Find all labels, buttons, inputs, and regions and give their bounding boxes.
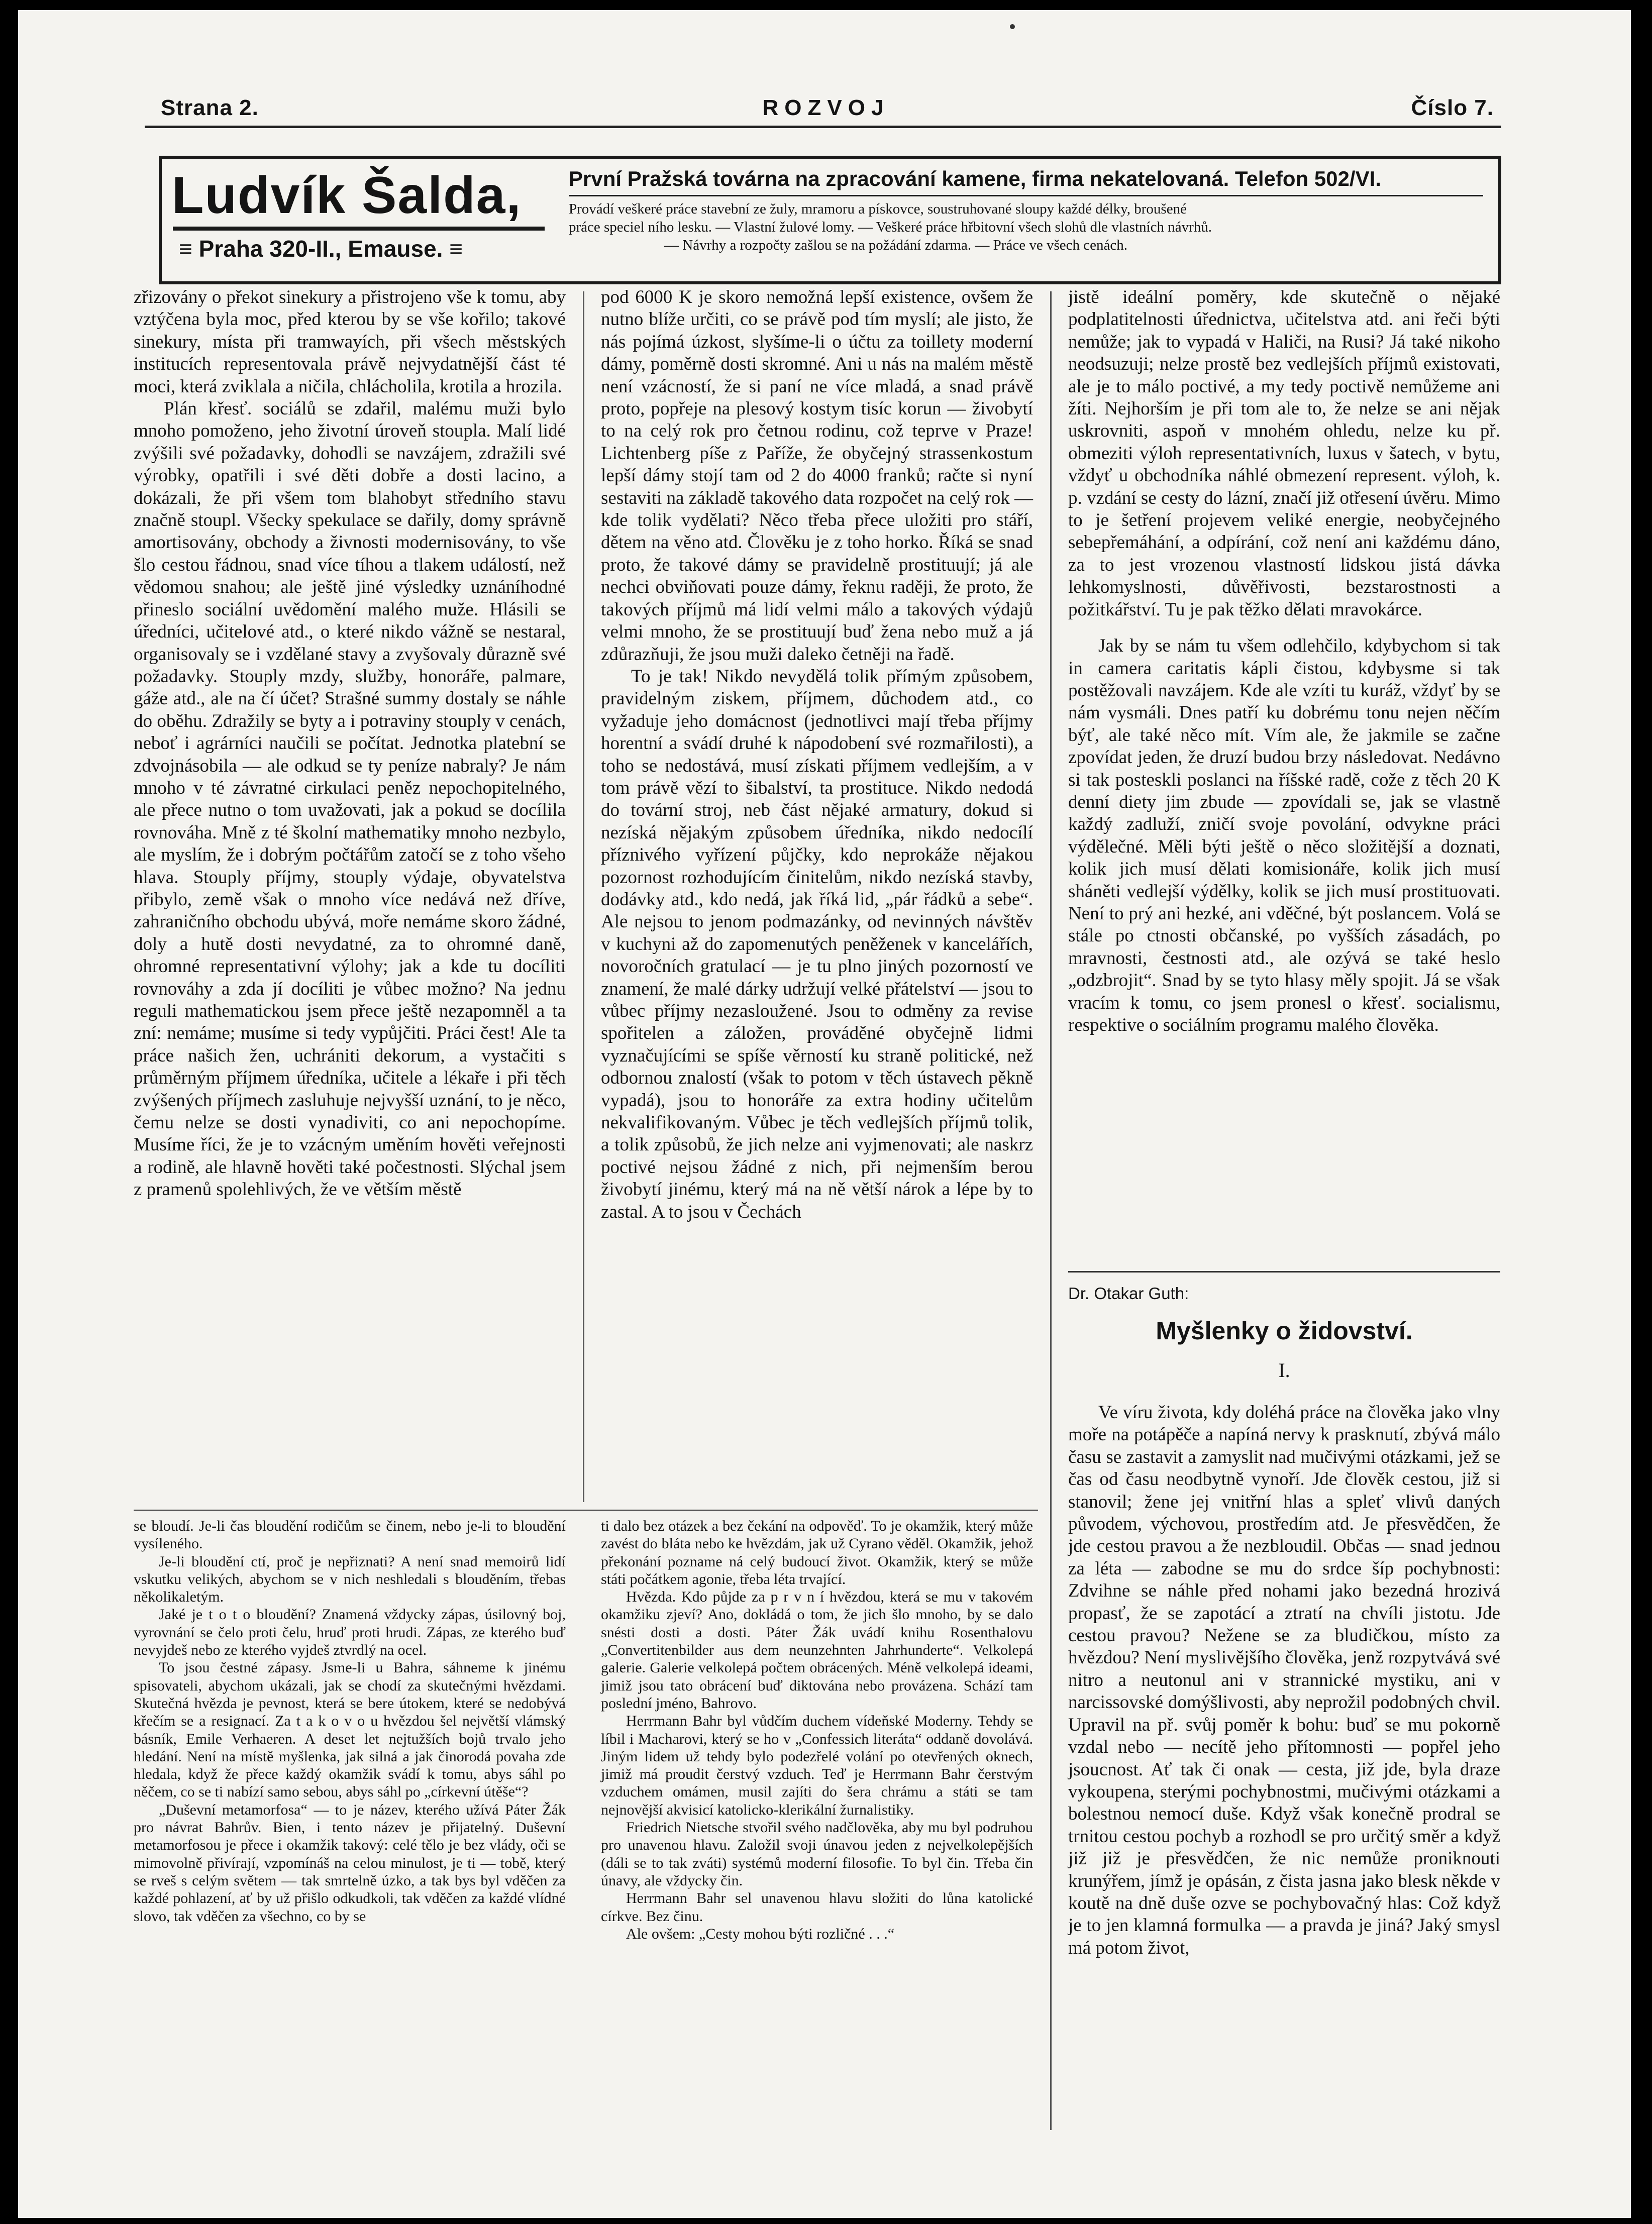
ad-line-2: práce speciel ního lesku. — Vlastní žulové lomy. — Veškeré práce hřbitovní všech slohů dle vlastních návrhů. — [569, 219, 1212, 235]
page-number: Strana 2. — [161, 95, 259, 120]
paragraph: Ale ovšem: „Cesty mohou býti rozličné . . .“ — [626, 1925, 895, 1942]
paragraph: Friedrich Nietsche stvořil svého nadčlověka, aby mu byl podruhou pro unavenou hlavu. Založil svoji únavou jeden z nejvelkolepějších (dáli se to tak zváti) systémů moderní filosofie. To byl čin. Třeba čin únavy, ale vždycky čin. — [601, 1819, 1033, 1889]
paragraph: Herrmann Bahr sel unavenou hlavu složiti do lůna katolické církve. Bez činu. — [601, 1890, 1033, 1925]
article-part: I. — [1278, 1359, 1290, 1382]
paragraph: To je tak! Nikdo nevydělá tolik přímým způsobem, pravidelným ziskem, příjmem, důchodem atd., co vyžaduje jeho domácnost (jednotlivci mají třeba příjmy horentní a svádí druhé k nápodobení své rozmařilosti), a toho se nedostává, musí získati příjmem vedlejším, a v tom právě vězí to šibalství, ta prostituce. Nikdo nedodá do tovární stroj, neb část nějaké armatury, dokud si nezíská nějakým způsobem úředníka, nikdo nedocílí příznivého vyřízení půjčky, kdo neprokáže nějakou pozornost rozhodujícím činitelům, nikdo nezíská stavby, dodávky atd., kdo nedá, jak říká lid, „pár řádků a sebe“. Ale nejsou to jenom podmazánky, od nevinných návštěv v kuchyni až do zapomenutých peněženek v kancelářích, novoročních gratulací — je tu plno jiných pozorností ve znamení, že malé dárky udržují velké přátelství — jsou to vůbec příjmy nezasloužené. Jsou to odměny za revise spořitelen a záložen, prováděné obyčejně lidmi vyznačujícími se spíše věrností ku straně politické, než odbornou znalostí (však to potom v těch ústavech pěkně vypadá), jsou to honoráře za extra hodiny učitelům nekvalifikovaným. Vůbec je těch vedlejších příjmů tolik, a tolik způsobů, že jich nelze ani vyjmenovati; ale naskrz poctivé nejsou žádné z nich, při nejmenším berou živobytí jinému, který má na ně větší nárok a lépe by to zastal. A to jsou v Čechách — [601, 666, 1033, 1222]
paragraph: Jak by se nám tu všem odlehčilo, kdybychom si tak in camera caritatis kápli čistou, kdybysme si tak postěžovali navzájem. Kde ale vzíti tu kuráž, vždyť by se nám vysmáli. Dnes patří ku dobrému tonu nejen něčím býť, ale také něco mít. Vím ale, že jakmile se začne zpovídat jeden, že druzí budou brzy následovat. Nedávno si tak posteskli poslanci na říšské radě, cože z těch 20 K denní diety jim zbude — zpovídali se, jak se vlastně každý zadluží, zničí svoje povolání, odvykne práci výdělečné. Měli býti ještě o něco složitější a doznati, kolik jich musí dělati komisionáře, kolik jich musí sháněti vedlejší výdělky, kolik se jich musí prostituovati. Není to prý ani hezké, ani vděčné, být poslancem. Volá se stále po ctnosti občanské, po vyšších zásadách, po mravnosti, čestnosti atd., ale ozývá se také heslo „odzbrojit“. Snad by se tyto hlasy měly spojit. Já se však vracím k tomu, co jsem pronesl o křesť. socialismu, respektive o sociálním programu malého člověka. — [1068, 636, 1500, 1035]
small-column-1 — [134, 1517, 566, 1925]
advertisement — [159, 156, 1501, 284]
ad-line-3: — Návrhy a rozpočty zašlou se na požádání zdarma. — Práce ve všech cenách. — [664, 237, 1127, 253]
column-3 — [1068, 286, 1500, 1036]
paragraph: Je-li bloudění ctí, proč je nepřiznati? A není snad memoirů lidí vskutku velikých, abychom se v nich neshledali s blouděním, třebas několikaletým. — [134, 1553, 566, 1606]
ad-address: ≡ Praha 320-II., Emause. ≡ — [179, 236, 463, 262]
column-3-article — [1068, 1402, 1500, 1959]
article-author: Dr. Otakar Guth: — [1068, 1284, 1189, 1303]
paragraph: Ve víru života, kdy doléhá práce na člověka jako vlny moře na potápěče a napíná nervy k prasknutí, zbývá málo času se zastavit a zamyslit nad mučivými otázkami, jež se čas od času neodbytně vynoří. Jde člověk cestou, již si stanovil; žene jej vnitřní hlas a spleť vlivů daných původem, výchovou, prostředím atd. Je přesvědčen, že jde cestou pravou a že nezbloudil. Občas — snad jednou za léta — zabodne se mu do srdce šíp pochybnosti: Zdvihne se náhle před nohami jako bezedná hrozivá propasť, že se zapotácí a ztratí na chvíli jistotu. Jde cestou pravou? Nežene se za bludičkou, místo za hvězdou? Není myslivějšího člověka, jenž rozpytvává své nitro a neutonul ani v strannické mystiku, ani v narcissovské domýšlivosti, aby neprožil podobných chvil. Upravil na př. svůj poměr k bohu: buď se mu pokorně vzdal nebo — necítě jeho přítomnosti — popřel jeho jsoucnost. Ať tak či onak — cesta, již jde, byla draze vykoupena, sterými pochybnostmi, mučivými otázkami a bolestnou nemocí duše. Když však konečně prodral se trnitou cestou pochyb a rozhodl se pro určitý směr a když již již je přesvědčen, že nic nemůže proniknouti krunýřem, jímž je opásán, z čista jasna jako blesk někde v koutě na dně duše ozve se pochybovačný hlas: Což když je to jen klamná formulka — a pravda je jiná? Jaký smysl má potom život, — [1068, 1402, 1500, 1958]
column-1 — [134, 286, 566, 1201]
paragraph: Plán křesť. sociálů se zdařil, malému muži bylo mnoho pomoženo, jeho životní úroveň stoupla. Malí lidé zvýšili své požadavky, dohodli se navzájem, zdražili své výrobky, opatřili i své děti dobře a dosti lacino, a dokázali, že při všem tom blahobyt středního stavu značně stoupl. Všecky spekulace se dařily, domy správně amortisovány, obchody a živnosti modernisovány, to vše šlo cestou řádnou, snad více tíhou a tlakem událostí, než vědomou snahou; ale ještě jiné výsledky uznáníhodné přineslo sociální uvědomění malého muže. Hlásili se úředníci, učitelové atd., o které nikdo vážně se nestaral, organisovaly se i vzdělané stavy a zvyšovaly důrazně své požadavky. Stouply mzdy, služby, honoráře, palmare, gáže atd., ale na čí účet? Strašné summy dostaly se náhle do oběhu. Zdražily se byty a i potraviny stouply v cenách, neboť i agrárníci naučili se počítat. Jednotka platební se zdvojnásobila — ale odkud se ty peníze nabraly? Je nám mnoho v té závratné cirkulaci peněz nepochopitelného, ale přece nutno o tom uvažovati, jak a pokud se docílila rovnováha. Mně z té školní mathematiky mnoho nezbylo, ale myslím, že i dobrým počtářům zatočí se z toho všeho hlava. Stouply příjmy, stouply výdaje, obyvatelstva přibylo, země však o mnoho více nedává než dříve, zahraničního obchodu ubývá, moře nemáme skoro žádné, doly a hutě dosti nevydatné, za to ohromné daně, ohromné representativní výlohy; jak a kde tu docíliti rovnováhy a zda jí docíliti je vůbec možno? Na jednu reguli mathematickou jsem přece ještě nezapomněl a ta zní: nemáme; musíme si tedy vypůjčiti. Práci čest! Ale ta práce našich žen, uchrániti dekorum, a vystačiti s průměrným příjmem úředníka, učitele a lékaře i při těch zvýšených příjmech zasluhuje nejvyšší uznání, to je něco, čemu nelze se dosti vynadiviti, co ani nepochopíme. Musíme říci, že je to vzácným uměním hověti veřejnosti a rodině, ale hlavně hověti také počestnosti. Slýchal jsem z pramenů spolehlivých, že ve větším městě — [134, 398, 566, 1200]
paragraph: Jaké je t o t o bloudění? Znamená vždycky zápas, úsilovný boj, vyrovnání se čelo proti čelu, hruď proti hrudi. Zápas, ze kterého buď nevyjdeš nebo ze kterého vyjdeš ztvrdlý na ocel. — [134, 1606, 566, 1659]
small-column-2 — [601, 1517, 1033, 1943]
paragraph: Hvězda. Kdo půjde za p r v n í hvězdou, která se mu v takovém okamžiku zjeví? Ano, dokládá o tom, že jich šlo mnoho, by se dalo snésti dosti a dosti. Páter Žák uvádí knihu Rosenthalovu „Convertitenbilder aus dem neunzehnten Jahrhunderte“. Velkolepá galerie. Galerie velkolepá počtem obrácených. Méně velkolepá ideami, jimiž jsou tato obrácení buď diktována nebo provázena. Schází tam poslední jméno, Bahrovo. — [601, 1588, 1033, 1712]
speck — [1010, 24, 1015, 29]
ad-line-1: Provádí veškeré práce stavební ze žuly, mramoru a pískovce, soustruhované sloupy každé délky, broušené — [569, 201, 1187, 217]
masthead: ROZVOJ — [762, 95, 890, 120]
paragraph: zřizovány o překot sinekury a přistrojeno vše k tomu, aby vztýčena byla moc, před kterou by se vše kořilo; takové sinekury, místa při tramwayích, při všech městských institucích representovala právě nejvydatnější část té moci, která zviklala a ničila, chlácholila, krotila a hrozila. — [134, 287, 566, 397]
paragraph: se bloudí. Je-li čas bloudění rodičům se činem, nebo je-li to bloudění vysíleného. — [134, 1518, 566, 1552]
column-2 — [601, 286, 1033, 1223]
ad-headline: První Pražská továrna na zpracování kamene, firma nekatelovaná. Telefon 502/VI. — [569, 167, 1381, 190]
ad-name-underline — [173, 227, 545, 231]
paragraph: „Duševní metamorfosa“ — to je název, kterého užívá Páter Žák pro návrat Bahrův. Bien, i tento název je přijatelný. Duševní metamorfosou je přece i okamžik takový: celé tělo je bez vlády, oči se mimovolně přivírají, vzpomínáš na celou minulost, je ti — tobě, který se rveš s celým světem — tak smrtelně úzko, a tak bys byl vděčen za každé pohlazení, ať by už přišlo odkudkoli, tak vděčen za každé vlídné slovo, tak vděčen za všechno, co by se — [134, 1801, 566, 1925]
paragraph: jistě ideální poměry, kde skutečně o nějaké podplatitelnosti úřednictva, učitelstva atd. ani řeči býti nemůže; jak to vypadá v Haliči, na Rusi? Já také nikoho neodsuzuji; nelze prostě bez vedlejších příjmů existovati, ale je to málo poctivé, a my tedy poctivě nemůžeme ani žíti. Nejhorším je při tom ale to, že nelze se ani nějak uskrovniti, aspoň v mnohém ohledu, nelze ku př. obmeziti výloh representativních, luxus v šatech, v bytu, vždyť u obchodníka náhlé obmezení represent. výloh, k. p. vzdání se cesty do lázní, značí již otřesení úvěru. Mimo to je šetření projevem veliké energie, neobyčejného sebepřemáhání, a odpírání, což není ani každému dáno, za to jest vrozenou vlastností lidskou jistá dávka lehkomyslnosti, důvěřivosti, bezstarostnosti a požitkářství. Tu je pak těžko dělati mravokárce. — [1068, 287, 1500, 620]
header-rule — [145, 126, 1501, 128]
paragraph: ti dalo bez otázek a bez čekání na odpověď. To je okamžik, který může zavést do bláta nebo ke hvězdám, jak už Cyrano věděl. Okamžik, jehož překonání pozname ná celý budoucí život. Okamžik, který se může státi počátkem agonie, třeba léta trvající. — [601, 1518, 1033, 1587]
article-separator — [1068, 1271, 1500, 1273]
column-divider — [1050, 291, 1052, 2130]
paragraph: Herrmann Bahr byl vůdčím duchem vídeňské Moderny. Tehdy se líbil i Macharovi, který se ho v „Confessich literáta“ oddaně dovolává. Jiným lidem už tehdy bylo podezřelé volání po otevřených oknech, jimiž má proudit čerstvý vzduch. Teď je Herrmann Bahr čerstvým vzduchem omámen, musil zajíti do šera chrámu a státi se tam nejnovější akvisicí katolicko-klerikální žurnalistiky. — [601, 1713, 1033, 1818]
article-title: Myšlenky o židovství. — [1156, 1317, 1413, 1345]
paragraph: To jsou čestné zápasy. Jsme-li u Bahra, sáhneme k jinému spisovateli, abychom ukázali, jak se chodí za skutečnými hvězdami. Skutečná hvězda je pevnost, která se bere útokem, které se nedobývá křečím se a resignací. Za t a k o v o u hvězdou šel největší vlámský básník, Emile Verhaeren. A deset let nejtužších bojů trvalo jeho hledání. Není na místě myšlenka, jak silná a jak činorodá povaha zde hledala, když že přece každý okamžik svádí k tomu, abys sáhl po něčem, co se ti nabízí samo sebou, abys sáhl po „církevní útěše“? — [134, 1659, 566, 1801]
issue-number: Číslo 7. — [1411, 95, 1494, 120]
column-divider — [583, 291, 584, 1502]
paragraph: pod 6000 K je skoro nemožná lepší existence, ovšem že nutno blíže určiti, co se právě pod tím myslí; ale jisto, že nás pojímá úzkost, slyšíme-li o účtu za toillety moderní dámy, poměrně dosti skromné. Ani u nás na malém městě není vzácností, že si paní ne více mladá, a snad právě proto, popřeje na plesový kostym tisíc korun — živobytí to na celý rok pro četnou rodinu, což teprve v Praze! Lichtenberg píše z Paříže, že obyčejný strassenkostum lepší dámy stojí tam od 2 do 4000 franků; račte si nyní sestaviti na základě takového data rozpočet na celý rok — kde tolik vydělati? Něco třeba přece uložiti pro stáří, dětem na věno atd. Člověku je z toho horko. Říká se snad proto, že takové dámy se pravidelně prostituují; já ale nechci obviňovati pouze dámy, řeknu raději, že proto, že takových příjmů má lidí velmi málo a takových výdajů velmi mnoho, že se prostituují buď žena nebo muž a já zdůrazňuji, že jsou muži daleko četněji na řadě. — [601, 287, 1033, 665]
ad-headline-rule — [569, 195, 1483, 196]
section-rule — [134, 1510, 1038, 1511]
ad-company-name: Ludvík Šalda, — [172, 166, 522, 225]
